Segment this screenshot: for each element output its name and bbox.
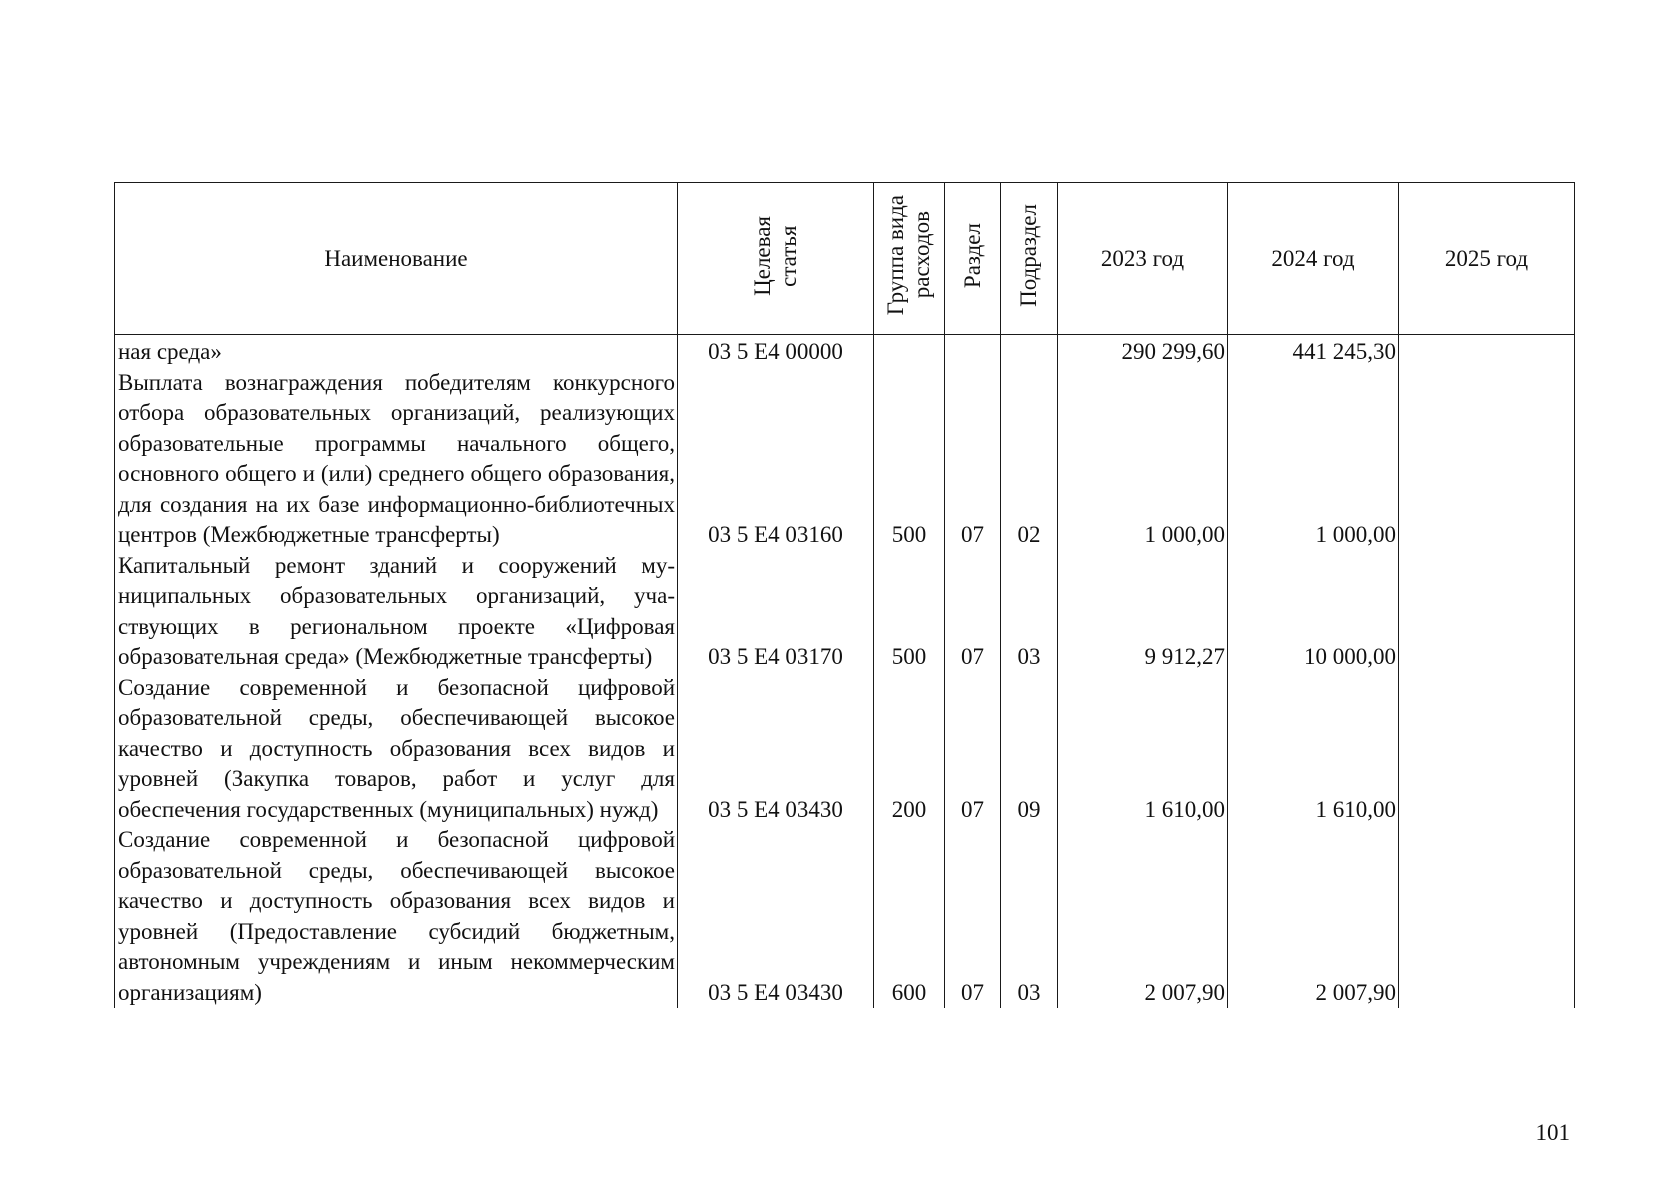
row-target-article: 03 5 E4 03170 xyxy=(678,551,874,673)
row-amount-2024: 10 000,00 xyxy=(1228,551,1399,673)
row-target-article: 03 5 E4 00000 xyxy=(678,335,874,368)
row-section: 07 xyxy=(945,368,1001,551)
row-name: Выплата вознаграждения победителям конкурсного отбора образовательных организаций, реализующих образовательные программы начального общего, основного общего и (или) среднего общего образования, для создания на их базе информационно-библиотечных центров (Межбюджетные трансферты) xyxy=(115,368,678,551)
table-header xyxy=(115,183,1575,335)
row-section xyxy=(945,335,1001,368)
table-row xyxy=(115,673,1575,826)
header-subsection-label: Подраздел xyxy=(1016,204,1041,307)
table-row xyxy=(115,368,1575,551)
row-name: Создание современной и безопасной цифровой образовательной среды, обеспечивающей высокое качество и доступность образования всех видов и уровней (Закупка товаров, работ и услуг для обеспечения государственных (муниципальных) нужд) xyxy=(115,673,678,826)
header-expense-group xyxy=(874,183,945,335)
budget-table xyxy=(114,182,1575,1008)
header-subsection xyxy=(1001,183,1058,335)
row-subsection: 03 xyxy=(1001,551,1058,673)
header-target-line2: статья xyxy=(775,224,801,287)
row-amount-2023: 2 007,90 xyxy=(1058,825,1228,1008)
row-subsection xyxy=(1001,335,1058,368)
row-amount-2024: 1 610,00 xyxy=(1228,673,1399,826)
row-amount-2023: 1 000,00 xyxy=(1058,368,1228,551)
row-target-article: 03 5 E4 03430 xyxy=(678,825,874,1008)
row-amount-2023: 1 610,00 xyxy=(1058,673,1228,826)
header-section xyxy=(945,183,1001,335)
header-name: Наименование xyxy=(115,183,678,335)
header-group-line1: Группа вида xyxy=(883,195,908,316)
row-subsection: 03 xyxy=(1001,825,1058,1008)
table-row xyxy=(115,551,1575,673)
header-section-label: Раздел xyxy=(959,222,985,289)
row-expense-group xyxy=(874,335,945,368)
table-row xyxy=(115,825,1575,1008)
row-amount-2025 xyxy=(1399,825,1575,1008)
row-name: Создание современной и безопасной цифровой образовательной среды, обеспечивающей высокое качество и доступность образования всех видов и уровней (Предоставление субсидий бюджетным, автономным учреждениям и иным некоммерческим организациям) xyxy=(115,825,678,1008)
row-amount-2025 xyxy=(1399,551,1575,673)
header-2024: 2024 год xyxy=(1228,183,1399,335)
row-target-article: 03 5 E4 03430 xyxy=(678,673,874,826)
row-subsection: 02 xyxy=(1001,368,1058,551)
row-name: ная среда» xyxy=(115,335,678,368)
header-group-line2: расходов xyxy=(909,211,934,300)
row-amount-2025 xyxy=(1399,673,1575,826)
header-target-line1: Целевая xyxy=(749,215,775,296)
row-expense-group: 600 xyxy=(874,825,945,1008)
row-subsection: 09 xyxy=(1001,673,1058,826)
row-amount-2024: 2 007,90 xyxy=(1228,825,1399,1008)
row-expense-group: 200 xyxy=(874,673,945,826)
page-number: 101 xyxy=(1535,1120,1570,1145)
row-expense-group: 500 xyxy=(874,368,945,551)
row-amount-2024: 441 245,30 xyxy=(1228,335,1399,368)
row-amount-2025 xyxy=(1399,335,1575,368)
row-name: Капитальный ремонт зданий и сооружений муниципальных образовательных организаций, участвующих в региональном проекте «Цифровая образовательная среда» (Межбюджетные трансферты) xyxy=(115,551,678,673)
row-section: 07 xyxy=(945,673,1001,826)
header-2023: 2023 год xyxy=(1058,183,1228,335)
row-amount-2024: 1 000,00 xyxy=(1228,368,1399,551)
row-amount-2025 xyxy=(1399,368,1575,551)
row-amount-2023: 290 299,60 xyxy=(1058,335,1228,368)
header-target-article xyxy=(678,183,874,335)
row-expense-group: 500 xyxy=(874,551,945,673)
table-body xyxy=(115,335,1575,1009)
row-target-article: 03 5 E4 03160 xyxy=(678,368,874,551)
table-row xyxy=(115,335,1575,368)
header-2025: 2025 год xyxy=(1399,183,1575,335)
row-section: 07 xyxy=(945,551,1001,673)
row-section: 07 xyxy=(945,825,1001,1008)
row-amount-2023: 9 912,27 xyxy=(1058,551,1228,673)
